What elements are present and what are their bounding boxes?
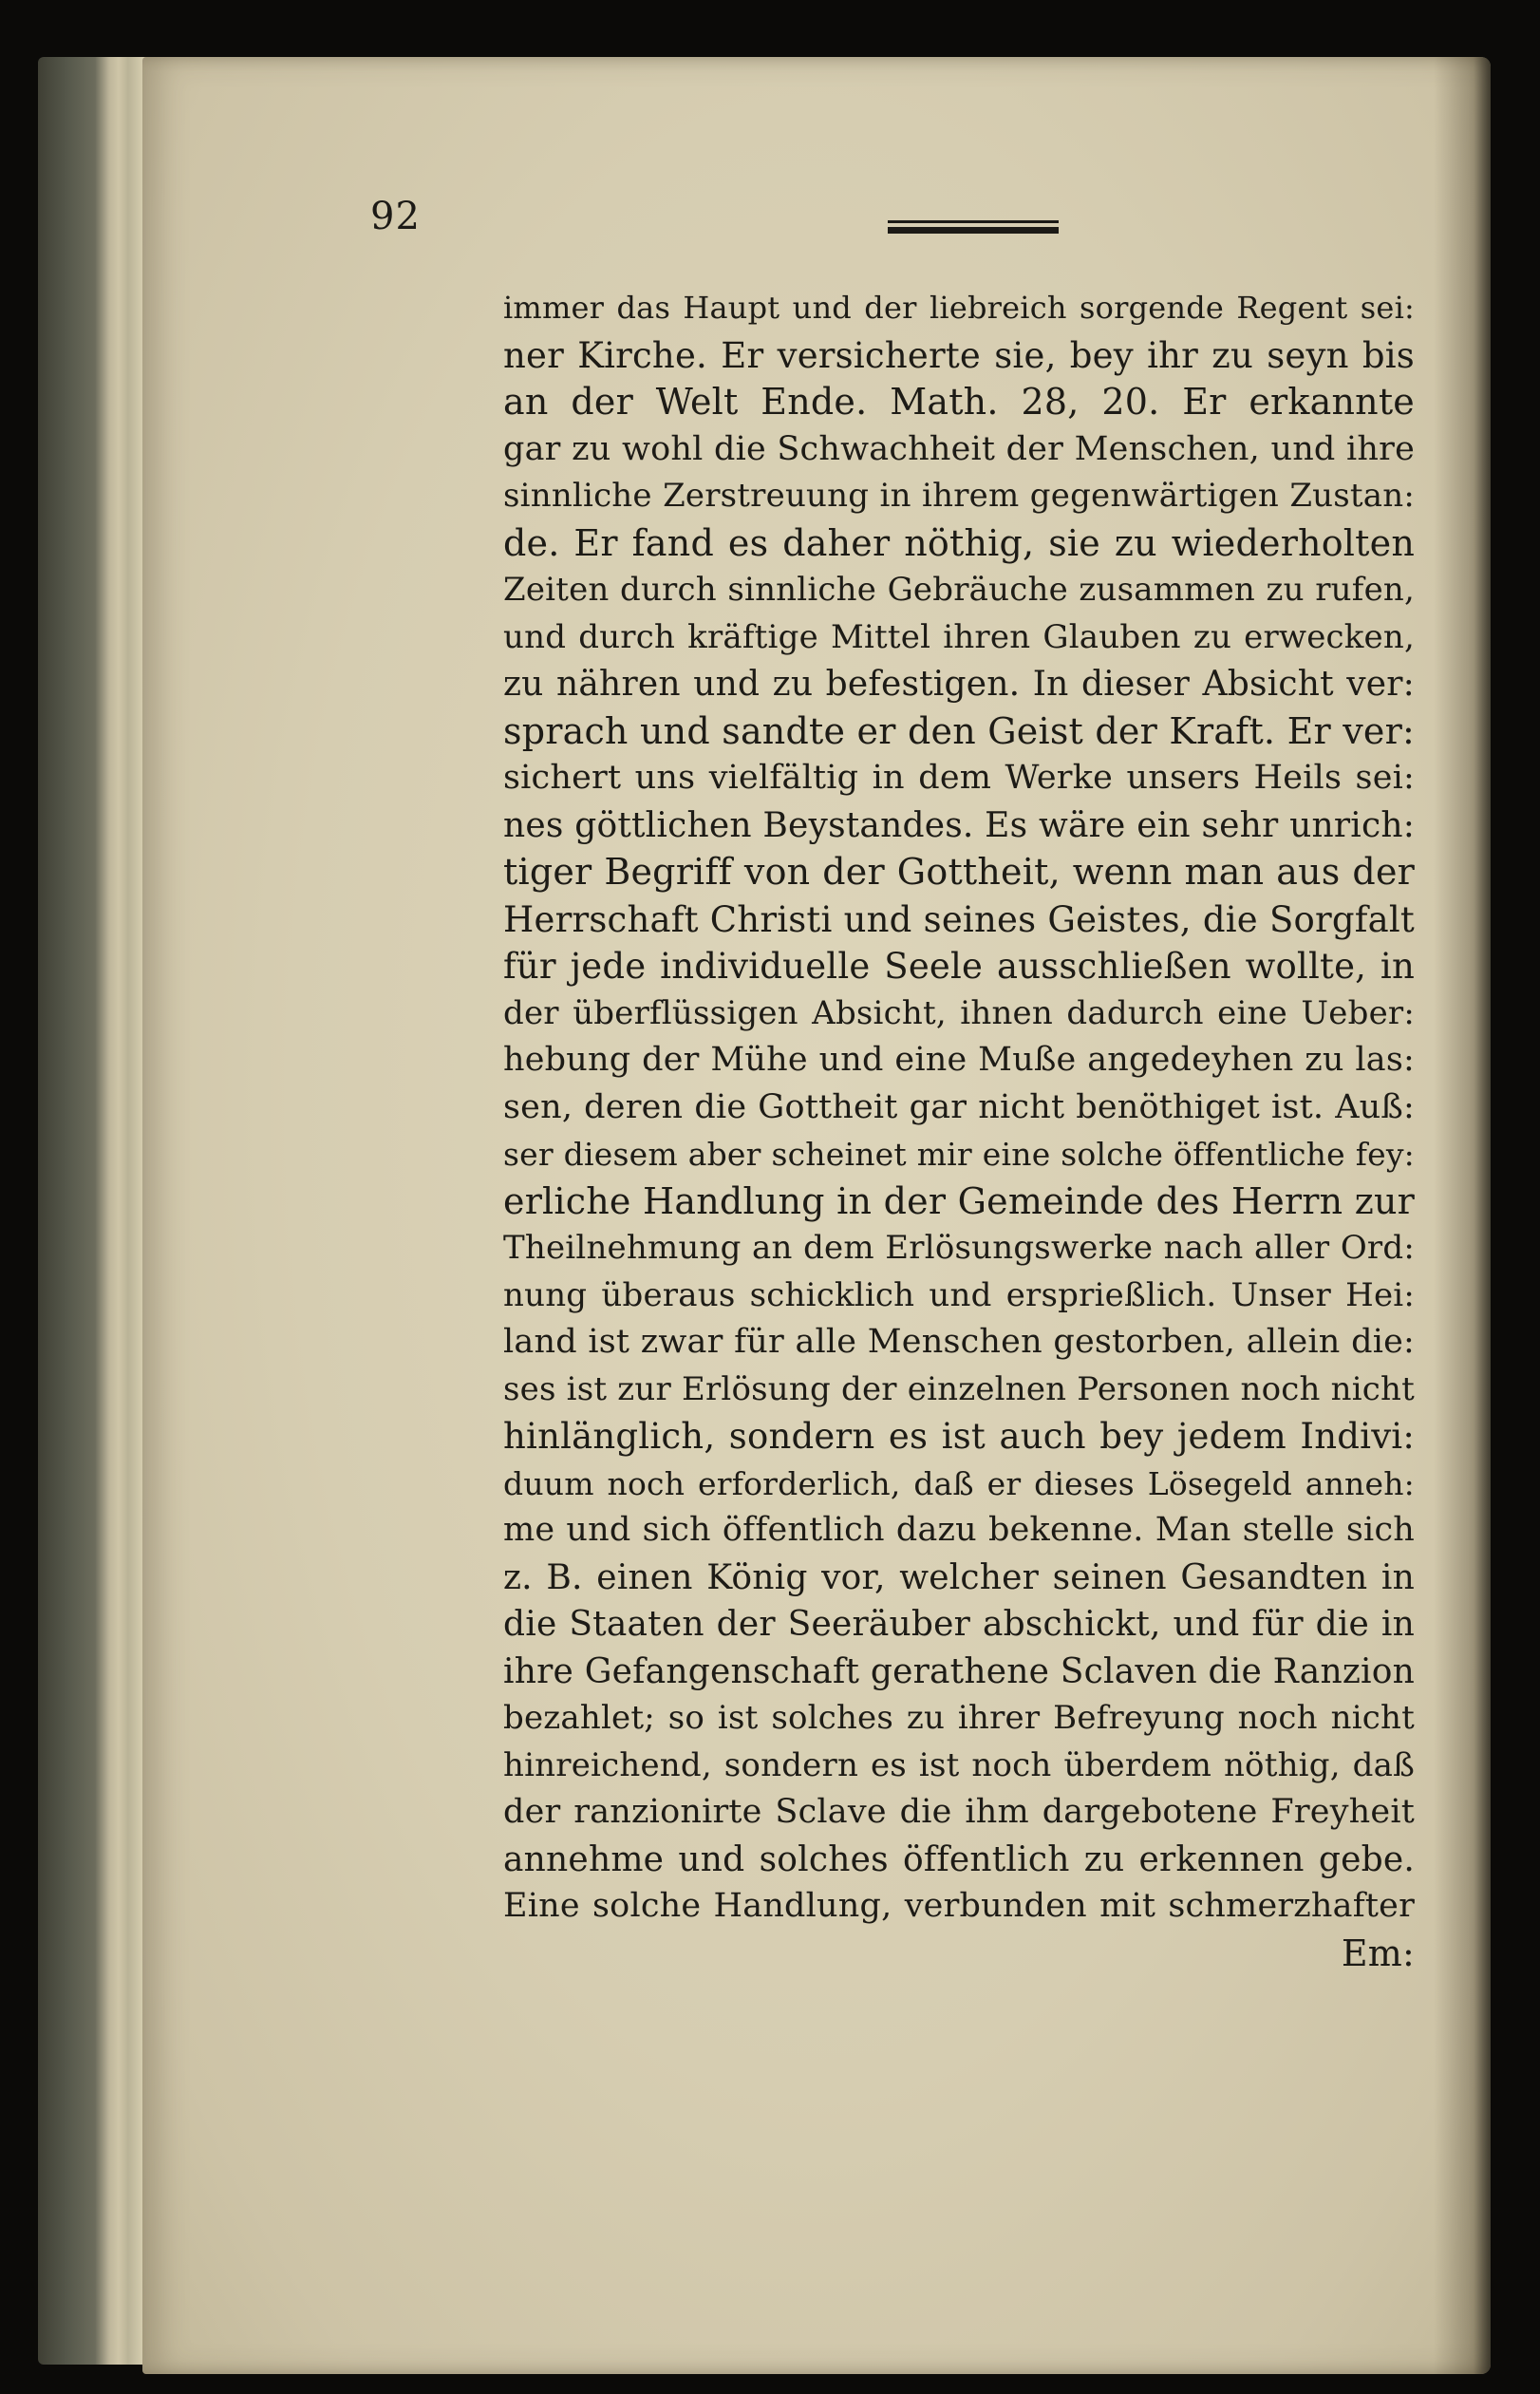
text-line: die Staaten der Seeräuber abschickt, und für die in <box>503 1605 1415 1644</box>
text-line: sen, deren die Gottheit gar nicht benöthiget ist. Auß: <box>503 1087 1415 1126</box>
header-rule-thin-line <box>888 220 1059 223</box>
text-line: hinlänglich, sondern es ist auch bey jedem Indivi: <box>503 1416 1415 1457</box>
text-line: erliche Handlung in der Gemeinde des Herrn zur <box>503 1179 1415 1222</box>
text-line: Eine solche Handlung, verbunden mit schmerzhafter <box>503 1887 1415 1925</box>
text-line: Theilnehmung an dem Erlösungswerke nach aller Ord: <box>503 1229 1415 1267</box>
text-line: de. Er fand es daher nöthig, sie zu wiederholten <box>503 521 1415 564</box>
text-line: ser diesem aber scheinet mir eine solche öffentliche fey: <box>503 1136 1415 1173</box>
text-line: zu nähren und zu befestigen. In dieser Absicht ver: <box>503 665 1415 704</box>
text-line: hebung der Mühe und eine Muße angedeyhen zu las: <box>503 1041 1415 1079</box>
text-line: sinnliche Zerstreuung in ihrem gegenwärtigen Zustan: <box>503 477 1415 515</box>
text-line: land ist zwar für alle Menschen gestorben, allein die: <box>503 1323 1415 1361</box>
text-line: der ranzionirte Sclave die ihm dargebotene Freyheit <box>503 1793 1415 1831</box>
text-line: Zeiten durch sinnliche Gebräuche zusammen zu rufen, <box>503 571 1415 609</box>
text-line: an der Welt Ende. Math. 28, 20. Er erkannte <box>503 381 1415 423</box>
text-line: bezahlet; so ist solches zu ihrer Befreyung noch nicht <box>503 1699 1415 1737</box>
text-line: sichert uns vielfältig in dem Werke unsers Heils sei: <box>503 759 1415 797</box>
text-line: und durch kräftige Mittel ihren Glauben zu erwecken, <box>503 617 1415 656</box>
text-line: ihre Gefangenschaft gerathene Sclaven die Ranzion <box>503 1651 1415 1691</box>
text-line: ner Kirche. Er versicherte sie, bey ihr zu seyn bis <box>503 334 1415 376</box>
catchword: Em: <box>1341 1932 1415 1974</box>
text-line: nung überaus schicklich und ersprießlich. Unser Hei: <box>503 1275 1415 1314</box>
text-line: nes göttlichen Beystandes. Es wäre ein sehr unrich: <box>503 805 1416 845</box>
text-line: hinreichend, sondern es ist noch überdem nöthig, daß <box>503 1745 1415 1784</box>
text-line: Herrschaft Christi und seines Geistes, die Sorgfalt <box>503 898 1415 940</box>
text-line: der überflüssigen Absicht, ihnen dadurch eine Ueber: <box>503 993 1415 1032</box>
text-line: sprach und sandte er den Geist der Kraft. Er ver: <box>503 709 1415 752</box>
text-line: me und sich öffentlich dazu bekenne. Man stelle sich <box>503 1511 1415 1549</box>
text-line: duum noch erforderlich, daß er dieses Lösegeld anneh: <box>503 1464 1415 1502</box>
text-line: für jede individuelle Seele ausschließen wollte, in <box>503 946 1415 987</box>
header-rule <box>888 220 1059 239</box>
text-line: tiger Begriff von der Gottheit, wenn man aus der <box>503 851 1415 893</box>
text-line: annehme und solches öffentlich zu erkennen gebe. <box>503 1839 1415 1879</box>
page-number: 92 <box>370 195 421 238</box>
body-text <box>503 285 1415 1977</box>
gutter-shadow <box>1434 57 1491 2374</box>
text-line: z. B. einen König vor, welcher seinen Gesandten in <box>503 1557 1415 1597</box>
header-rule-thick-line <box>888 227 1059 234</box>
text-line: immer das Haupt und der liebreich sorgende Regent sei: <box>503 290 1415 326</box>
text-line: gar zu wohl die Schwachheit der Menschen, und ihre <box>503 429 1415 468</box>
text-line: ses ist zur Erlösung der einzelnen Personen noch nicht <box>503 1369 1415 1408</box>
